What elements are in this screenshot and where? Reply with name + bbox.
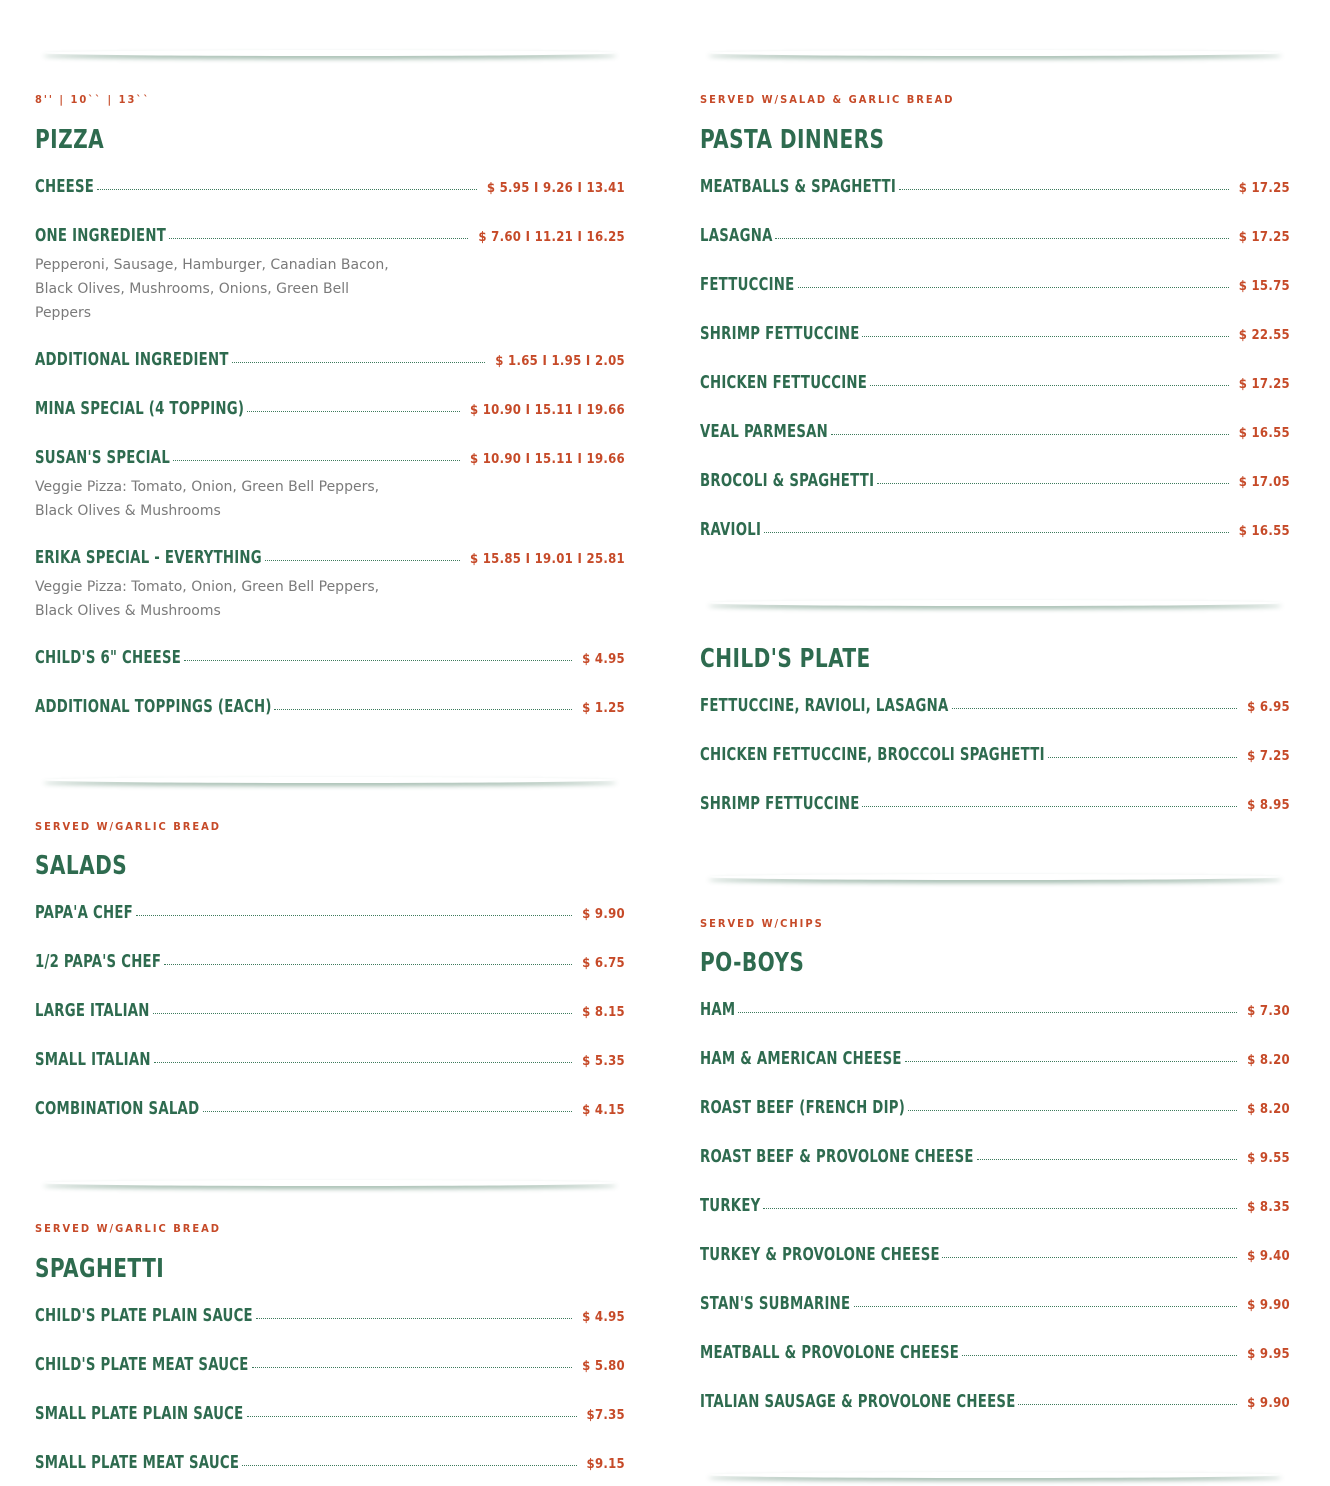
menu-item [35,951,625,975]
menu-item [35,1049,625,1073]
menu-item-row [35,1305,625,1329]
dotted-leader [862,336,1228,337]
section-divider [35,777,625,791]
menu-item-row [35,547,625,571]
dotted-leader [274,709,572,710]
dotted-leader [854,1306,1237,1307]
menu-item [700,225,1290,249]
menu-item-name: RAVIOLI [700,519,762,540]
menu-item-price: $ 17.05 [1238,475,1290,490]
menu-item [700,1195,1290,1219]
menu-item-name: SMALL PLATE PLAIN SAUCE [35,1403,244,1424]
menu-item-row [700,999,1290,1023]
menu-item [700,695,1290,719]
menu-item-price: $ 4.95 [582,1310,625,1325]
menu-item-row [700,176,1290,200]
section-title-pasta-dinners: PASTA DINNERS [700,125,885,155]
menu-item-row [700,1048,1290,1072]
menu-item-price: $ 9.90 [1247,1298,1290,1313]
menu-item-price: $ 8.35 [1247,1200,1290,1215]
menu-item-price: $ 1.65 I 1.95 I 2.05 [495,354,625,369]
menu-item-name: SHRIMP FETTUCCINE [700,793,860,814]
section-subtitle: SERVED W/SALAD & GARLIC BREAD [700,93,955,106]
menu-item-row [35,398,625,422]
menu-item-row [700,744,1290,768]
menu-item-row [700,519,1290,543]
menu-item [35,1305,625,1329]
menu-item [700,1244,1290,1268]
menu-item-price: $ 5.35 [582,1054,625,1069]
menu-item-row [35,1354,625,1378]
menu-item [700,372,1290,396]
menu-item [700,999,1290,1023]
menu-item-row [700,225,1290,249]
menu-item-row [700,470,1290,494]
menu-item-name: MINA SPECIAL (4 TOPPING) [35,398,245,419]
menu-item-row [700,1097,1290,1121]
menu-item-name: LASAGNA [700,225,773,246]
menu-item-row [700,1342,1290,1366]
dotted-leader [169,238,469,239]
menu-item [35,647,625,671]
menu-item-row [35,1403,625,1427]
menu-item-name: SUSAN'S SPECIAL [35,447,171,468]
menu-item-name: ERIKA SPECIAL - EVERYTHING [35,547,262,568]
dotted-leader [738,1012,1237,1013]
menu-item-row [700,695,1290,719]
dotted-leader [252,1367,572,1368]
menu-item [35,398,625,422]
menu-item [700,323,1290,347]
menu-item-price: $ 9.90 [1247,1396,1290,1411]
menu-item [35,902,625,926]
dotted-leader [256,1318,573,1319]
menu-item-row [35,647,625,671]
menu-item-price: $ 1.25 [582,701,625,716]
dotted-leader [877,483,1229,484]
section-subtitle: SERVED W/GARLIC BREAD [35,1222,222,1235]
menu-item-price: $ 4.15 [582,1103,625,1118]
dotted-leader [763,1208,1237,1209]
menu-item-name: SHRIMP FETTUCCINE [700,323,860,344]
dotted-leader [977,1159,1238,1160]
menu-item-row [700,1391,1290,1415]
dotted-leader [136,915,572,916]
menu-item [700,421,1290,445]
menu-item [35,547,625,623]
menu-item-row [35,696,625,720]
dotted-leader [899,189,1229,190]
menu-item-name: CHILD'S PLATE MEAT SAUCE [35,1354,249,1375]
menu-item [35,176,625,200]
menu-item-price: $ 16.55 [1238,426,1290,441]
menu-item-name: SMALL PLATE MEAT SAUCE [35,1452,240,1473]
menu-item-name: ITALIAN SAUSAGE & PROVOLONE CHEESE [700,1391,1016,1412]
menu-item-price: $ 9.40 [1247,1249,1290,1264]
menu-item-row [35,225,625,249]
dotted-leader [1018,1404,1237,1405]
menu-item [700,1342,1290,1366]
menu-item [35,349,625,373]
menu-item-price: $ 9.55 [1247,1151,1290,1166]
section-subtitle: SERVED W/CHIPS [700,917,824,930]
menu-item [700,519,1290,543]
section-title-po-boys: PO-BOYS [700,948,805,978]
menu-item-row [35,1452,625,1476]
dotted-leader [242,1465,576,1466]
dotted-leader [232,362,485,363]
dotted-leader [184,660,572,661]
menu-item-row [700,274,1290,298]
menu-item-name: TURKEY & PROVOLONE CHEESE [700,1244,940,1265]
menu-item [35,1452,625,1476]
section-divider [700,50,1290,64]
menu-item-price: $ 22.55 [1238,328,1290,343]
menu-item-price: $ 17.25 [1238,230,1290,245]
dotted-leader [764,532,1229,533]
menu-item-price: $ 10.90 I 15.11 I 19.66 [469,452,625,467]
menu-item-description: Veggie Pizza: Tomato, Onion, Green Bell Peppers, Black Olives & Mushrooms [35,479,380,519]
section-title-spaghetti: SPAGHETTI [35,1254,165,1284]
dotted-leader [247,411,460,412]
menu-item-name: TURKEY [700,1195,761,1216]
menu-item-price: $ 16.55 [1238,524,1290,539]
dotted-leader [831,434,1229,435]
menu-item-price: $ 15.75 [1238,279,1290,294]
menu-item-price: $9.15 [586,1457,625,1472]
menu-item [700,1293,1290,1317]
dotted-leader [247,1416,577,1417]
menu-item-price: $ 7.60 I 11.21 I 16.25 [478,230,625,245]
menu-item-price: $ 9.90 [582,907,625,922]
dotted-leader [908,1110,1237,1111]
menu-item-price: $ 9.95 [1247,1347,1290,1362]
menu-item-price: $ 5.95 I 9.26 I 13.41 [486,181,625,196]
section-divider [700,1472,1290,1486]
menu-item-row [35,951,625,975]
section-title-child-s-plate: CHILD'S PLATE [700,644,871,674]
menu-item [35,447,625,523]
menu-item-name: ROAST BEEF (FRENCH DIP) [700,1097,906,1118]
menu-item-name: HAM [700,999,736,1020]
menu-item-price: $ 8.20 [1247,1102,1290,1117]
menu-item-price: $ 17.25 [1238,377,1290,392]
dotted-leader [97,189,477,190]
menu-item-price: $ 8.95 [1247,798,1290,813]
menu-item-name: MEATBALL & PROVOLONE CHEESE [700,1342,960,1363]
dotted-leader [265,560,460,561]
dotted-leader [798,287,1229,288]
menu-item [700,1048,1290,1072]
menu-item-name: SMALL ITALIAN [35,1049,151,1070]
menu-item-price: $ 4.95 [582,652,625,667]
menu-item-name: PAPA'A CHEF [35,902,133,923]
menu-item-price: $7.35 [586,1408,625,1423]
menu-item-row [35,176,625,200]
menu-item-name: FETTUCCINE, RAVIOLI, LASAGNA [700,695,949,716]
dotted-leader [164,964,572,965]
dotted-leader [153,1013,573,1014]
section-subtitle: SERVED W/GARLIC BREAD [35,820,222,833]
menu-item-row [35,349,625,373]
menu-item-name: MEATBALLS & SPAGHETTI [700,176,897,197]
dotted-leader [1048,757,1237,758]
menu-item [700,1146,1290,1170]
section-divider [35,1180,625,1194]
menu-item-name: 1/2 PAPA'S CHEF [35,951,162,972]
menu-item-row [700,1244,1290,1268]
menu-item-price: $ 7.30 [1247,1004,1290,1019]
section-title-salads: SALADS [35,851,128,881]
section-subtitle: 8'' | 10`` | 13`` [35,93,151,106]
menu-item-row [700,1146,1290,1170]
dotted-leader [952,708,1238,709]
menu-item-name: FETTUCCINE [700,274,795,295]
menu-item-row [700,372,1290,396]
menu-item-price: $ 8.20 [1247,1053,1290,1068]
menu-item-name: ADDITIONAL TOPPINGS (EACH) [35,696,272,717]
menu-item-row [35,1098,625,1122]
menu-item-name: CHICKEN FETTUCCINE [700,372,868,393]
menu-item-name: CHILD'S 6" CHEESE [35,647,182,668]
dotted-leader [862,806,1237,807]
menu-item [700,176,1290,200]
menu-item-description: Veggie Pizza: Tomato, Onion, Green Bell Peppers, Black Olives & Mushrooms [35,579,380,619]
menu-item-name: ROAST BEEF & PROVOLONE CHEESE [700,1146,974,1167]
menu-item-description: Pepperoni, Sausage, Hamburger, Canadian Bacon, Black Olives, Mushrooms, Onions, Green Bell Peppers [35,257,389,321]
dotted-leader [905,1061,1237,1062]
menu-item-price: $ 10.90 I 15.11 I 19.66 [469,403,625,418]
menu-item-name: ADDITIONAL INGREDIENT [35,349,229,370]
menu-item-price: $ 5.80 [582,1359,625,1374]
menu-item-name: CHILD'S PLATE PLAIN SAUCE [35,1305,253,1326]
menu-item [35,1354,625,1378]
menu-item-price: $ 6.75 [582,956,625,971]
menu-item [700,274,1290,298]
menu-item-price: $ 15.85 I 19.01 I 25.81 [469,552,625,567]
menu-item-price: $ 6.95 [1247,700,1290,715]
menu-item-name: CHICKEN FETTUCCINE, BROCCOLI SPAGHETTI [700,744,1045,765]
dotted-leader [942,1257,1237,1258]
menu-item-price: $ 17.25 [1238,181,1290,196]
menu-item [700,1391,1290,1415]
menu-item-name: BROCOLI & SPAGHETTI [700,470,875,491]
section-title-pizza: PIZZA [35,125,105,155]
dotted-leader [203,1111,572,1112]
menu-item-row [35,1049,625,1073]
section-divider [700,874,1290,888]
section-divider [700,600,1290,614]
menu-item [700,1097,1290,1121]
menu-item-name: LARGE ITALIAN [35,1000,150,1021]
menu-item [700,470,1290,494]
menu-item-row [35,447,625,471]
menu-item-name: ONE INGREDIENT [35,225,166,246]
menu-item [35,225,625,325]
section-divider [35,50,625,64]
dotted-leader [154,1062,572,1063]
dotted-leader [962,1355,1237,1356]
menu-item [35,1098,625,1122]
dotted-leader [775,238,1229,239]
menu-item-price: $ 7.25 [1247,749,1290,764]
menu-item-price: $ 8.15 [582,1005,625,1020]
menu-item [700,793,1290,817]
menu-item-row [700,1195,1290,1219]
menu-item-name: VEAL PARMESAN [700,421,829,442]
menu-item [700,744,1290,768]
menu-item-name: HAM & AMERICAN CHEESE [700,1048,902,1069]
menu-item [35,696,625,720]
menu-item [35,1000,625,1024]
menu-item-row [35,1000,625,1024]
menu-item-row [35,902,625,926]
menu-item [35,1403,625,1427]
dotted-leader [870,385,1229,386]
menu-item-row [700,793,1290,817]
menu-item-row [700,1293,1290,1317]
menu-item-name: CHEESE [35,176,95,197]
menu-item-name: STAN'S SUBMARINE [700,1293,851,1314]
menu-item-row [700,323,1290,347]
menu-item-name: COMBINATION SALAD [35,1098,200,1119]
dotted-leader [173,460,460,461]
menu-item-row [700,421,1290,445]
